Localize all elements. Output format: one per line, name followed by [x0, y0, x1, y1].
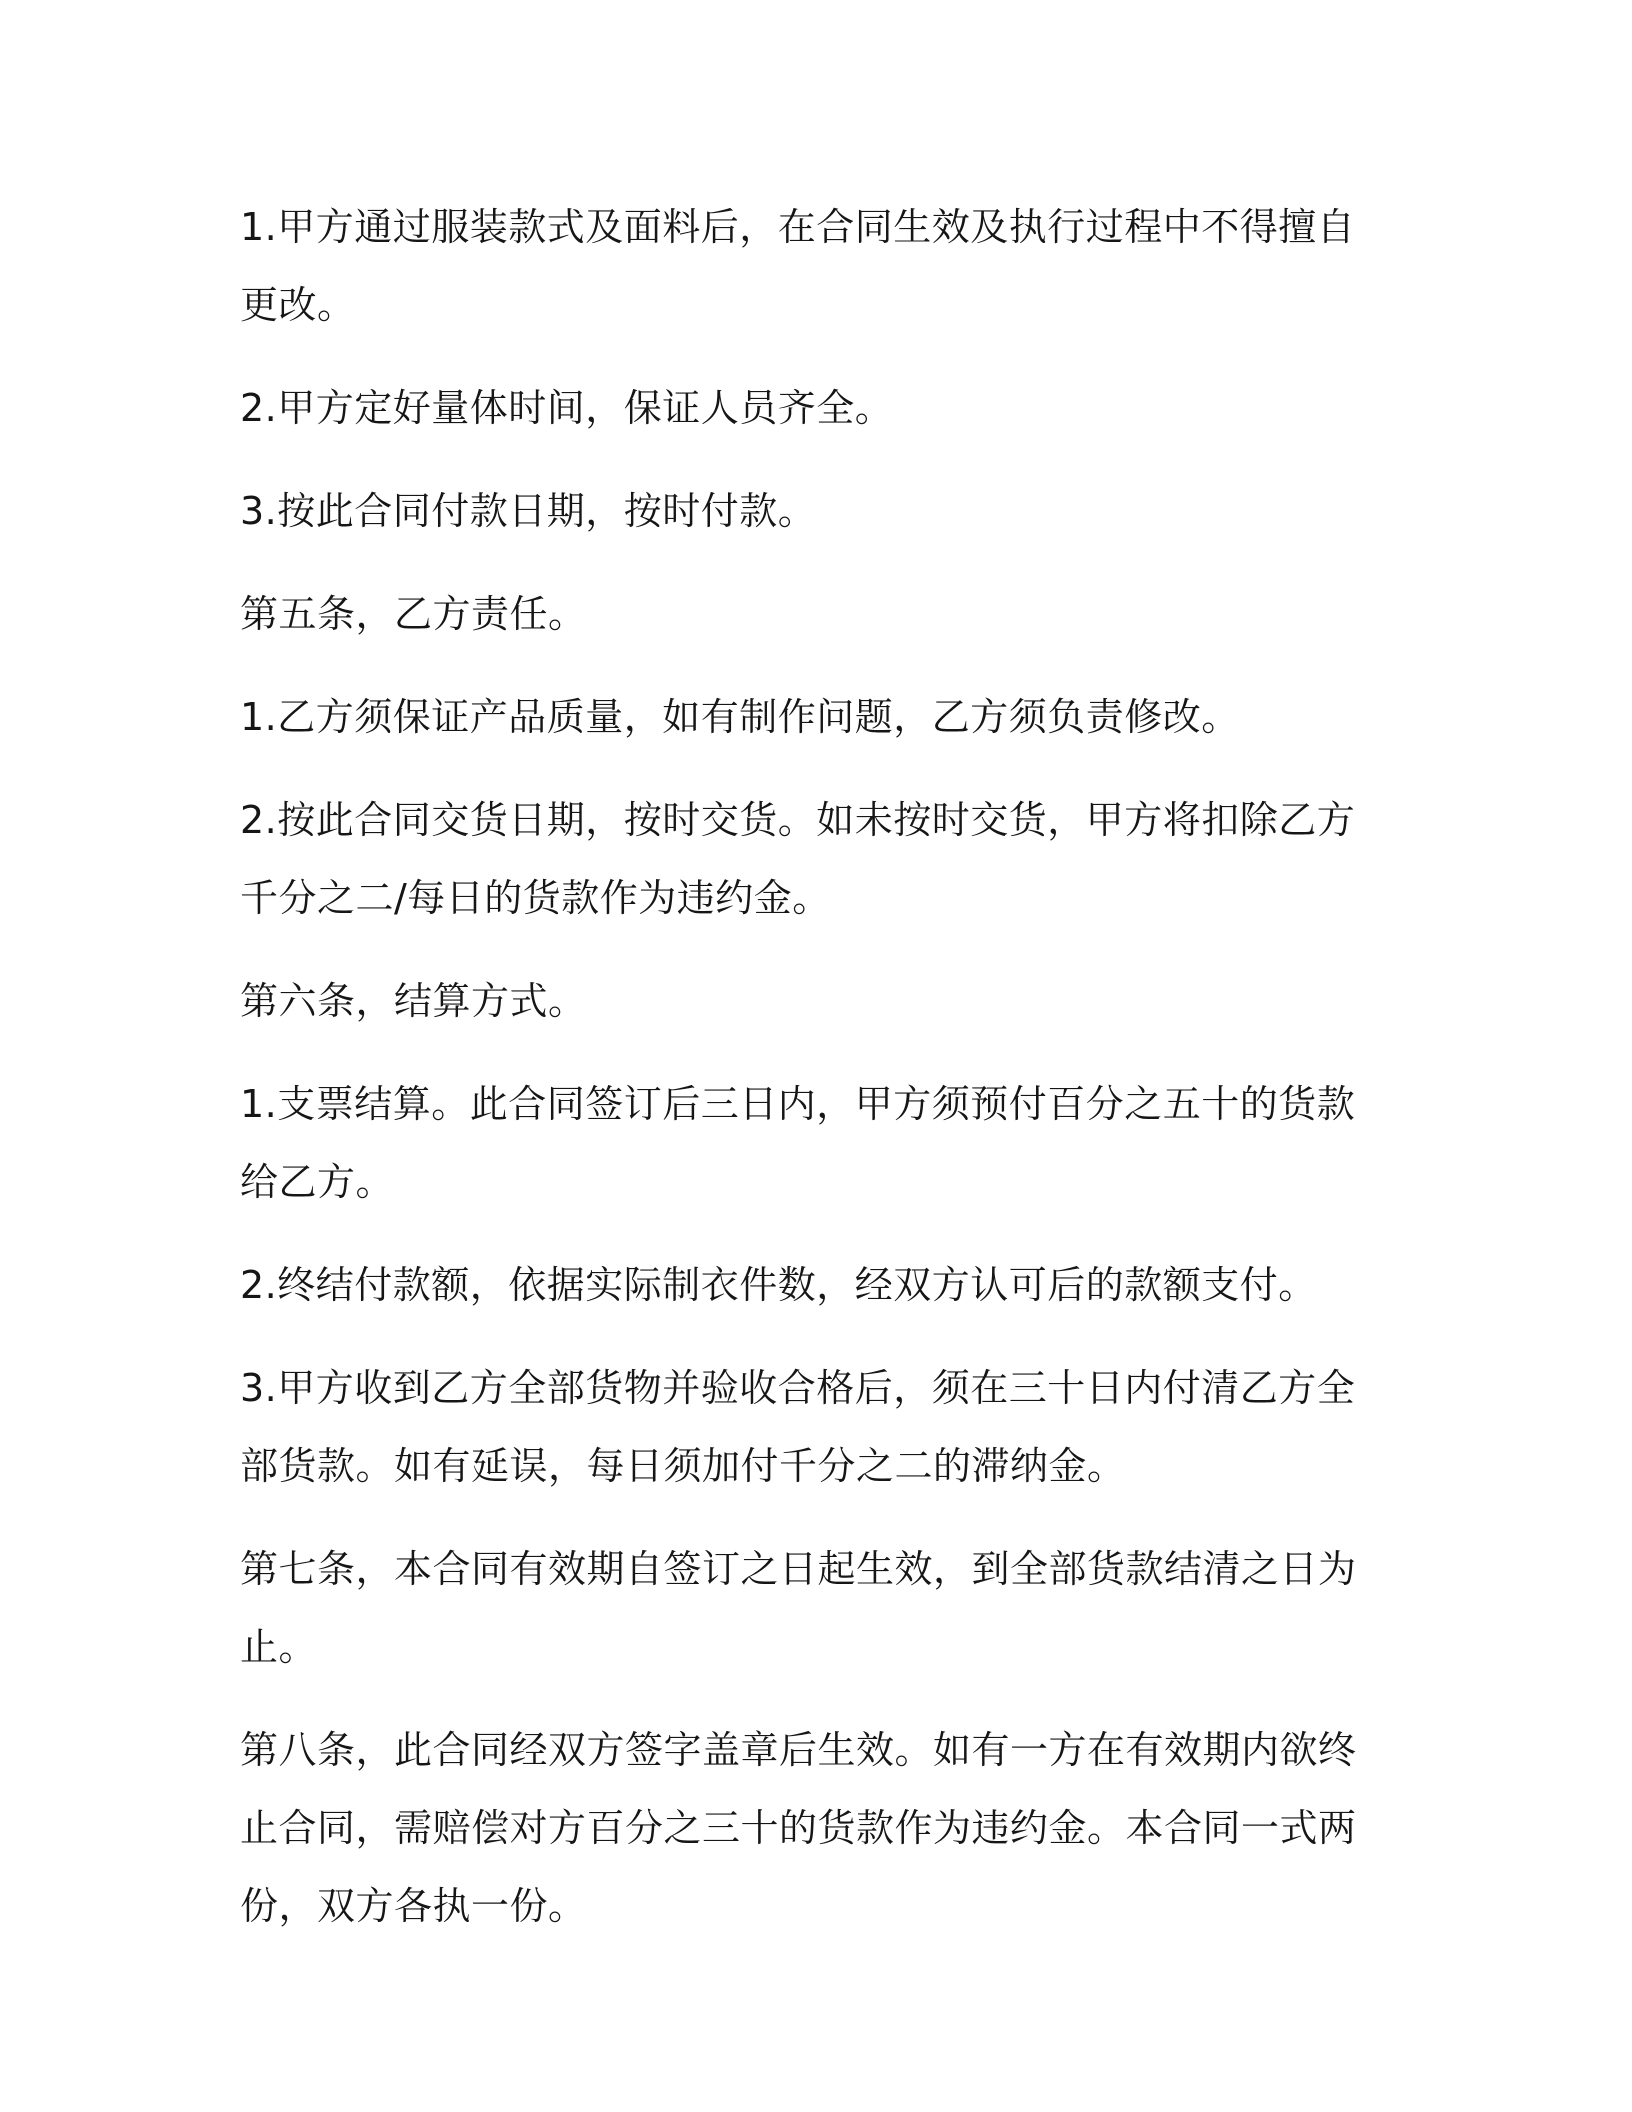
- paragraph-8: 1.支票结算。此合同签订后三日内，甲方须预付百分之五十的货款给乙方。: [240, 1082, 1356, 1204]
- section-article-7: 第七条，本合同有效期自签订之日起生效，到全部货款结清之日为止。: [240, 1547, 1357, 1669]
- paragraph-3: 3.按此合同付款日期，按时付款。: [240, 489, 817, 533]
- paragraph-5: 1.乙方须保证产品质量，如有制作问题，乙方须负责修改。: [240, 695, 1240, 739]
- paragraph-1: 1.甲方通过服装款式及面料后，在合同生效及执行过程中不得擅自更改。: [240, 205, 1356, 327]
- paragraph-9: 2.终结付款额，依据实际制衣件数，经双方认可后的款额支付。: [240, 1263, 1317, 1307]
- paragraph-6: 2.按此合同交货日期，按时交货。如未按时交货，甲方将扣除乙方千分之二/每日的货款作为违约金。: [240, 798, 1356, 920]
- section-heading-article-6: 第六条，结算方式。: [240, 979, 587, 1023]
- paragraph-10: 3.甲方收到乙方全部货物并验收合格后，须在三十日内付清乙方全部货款。如有延误，每日须加付千分之二的滞纳金。: [240, 1366, 1356, 1488]
- section-heading-article-5: 第五条，乙方责任。: [240, 592, 587, 636]
- section-article-8: 第八条，此合同经双方签字盖章后生效。如有一方在有效期内欲终止合同，需赔偿对方百分之三十的货款作为违约金。本合同一式两份，双方各执一份。: [240, 1728, 1357, 1928]
- paragraph-2: 2.甲方定好量体时间，保证人员齐全。: [240, 386, 894, 430]
- document-body: [240, 188, 1390, 1970]
